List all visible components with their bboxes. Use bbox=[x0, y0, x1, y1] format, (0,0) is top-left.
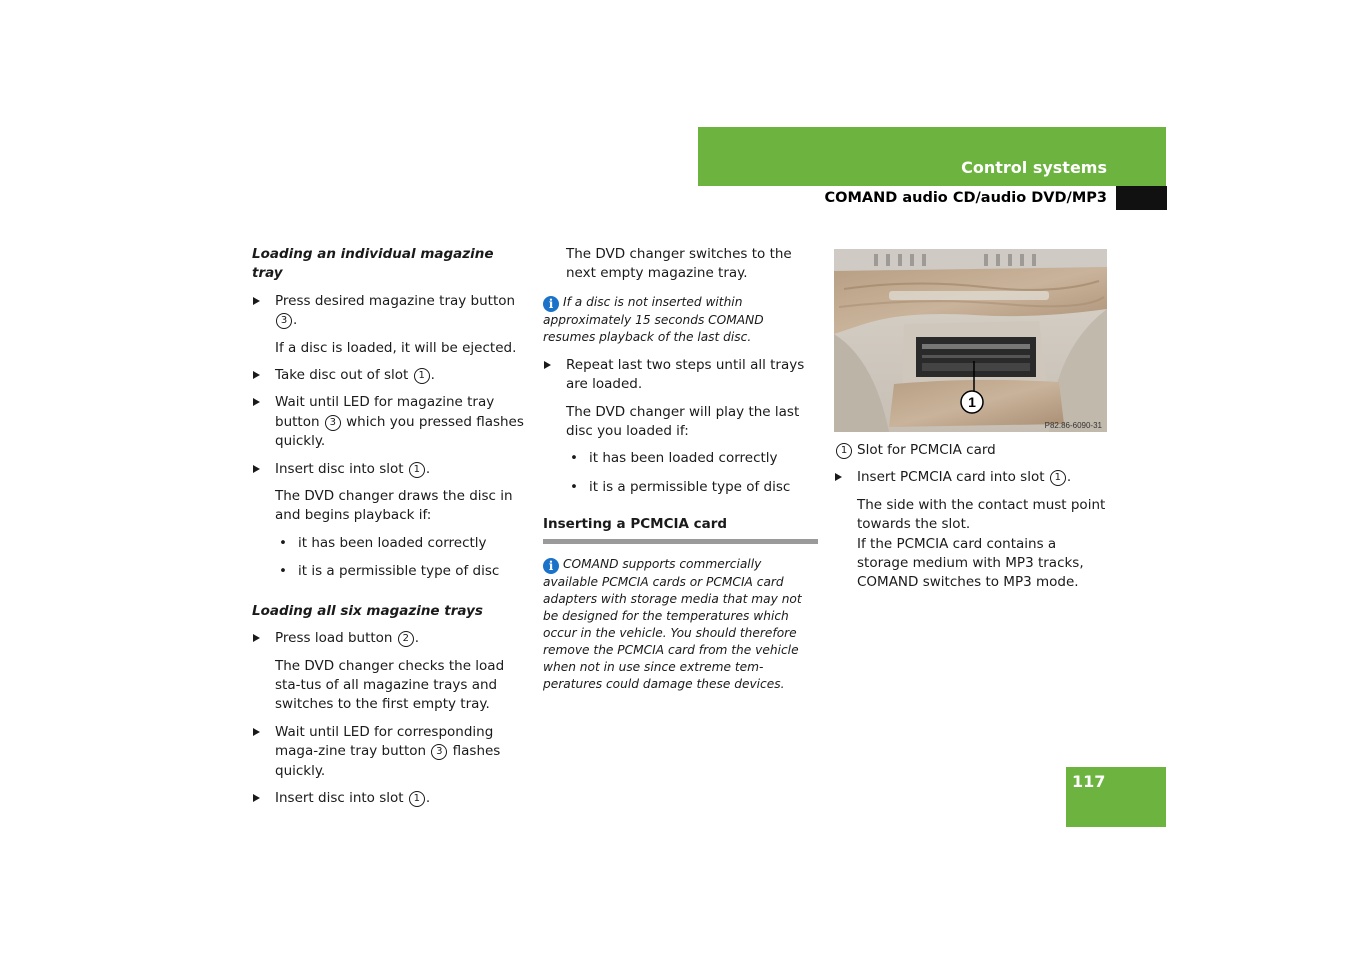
callout-number: 3 bbox=[431, 744, 447, 760]
triangle-bullet-icon bbox=[253, 398, 260, 406]
bullet-dot: • bbox=[279, 563, 287, 580]
info-note: i If a disc is not inserted within approximately 15 seconds COMAND resumes playback of the last disc. bbox=[543, 294, 764, 344]
triangle-bullet-icon bbox=[253, 728, 260, 736]
heading-individual-tray: Loading an individual magazine tray bbox=[252, 246, 494, 282]
photo-code: P82.86-6090-31 bbox=[1044, 421, 1102, 430]
column-right bbox=[834, 441, 1108, 601]
photo-caption: 1 Slot for PCMCIA card bbox=[834, 441, 1108, 460]
list-item: • it is a permissible type of disc bbox=[543, 478, 818, 497]
page-number: 117 bbox=[1072, 772, 1106, 791]
column-left bbox=[252, 245, 528, 816]
list-item: • it has been loaded correctly bbox=[543, 449, 818, 468]
step-wait-led-corresponding: Wait until LED for corresponding maga-zine tray button 3 flashes quickly. bbox=[252, 723, 528, 781]
callout-number: 1 bbox=[409, 791, 425, 807]
step-insert-pcmcia: Insert PCMCIA card into slot 1 . bbox=[834, 468, 1108, 487]
bullet-dot: • bbox=[570, 450, 578, 467]
triangle-bullet-icon bbox=[253, 297, 260, 305]
triangle-bullet-icon bbox=[253, 371, 260, 379]
triangle-bullet-icon bbox=[253, 634, 260, 642]
info-icon: i bbox=[543, 296, 559, 312]
photo-callout-label: 1 bbox=[968, 394, 976, 410]
callout-number: 3 bbox=[276, 313, 292, 329]
paragraph: The DVD changer will play the last disc you loaded if: bbox=[566, 403, 800, 440]
heading-all-six-trays: Loading all six magazine trays bbox=[252, 602, 483, 619]
triangle-bullet-icon bbox=[544, 361, 551, 369]
paragraph: The DVD changer switches to the next empty magazine tray. bbox=[566, 246, 792, 282]
paragraph: The DVD changer checks the load sta-tus of all magazine trays and switches to the first empty tray. bbox=[275, 657, 505, 713]
pcmcia-slot-photo bbox=[834, 249, 1107, 432]
triangle-bullet-icon bbox=[253, 465, 260, 473]
bullet-dot: • bbox=[279, 534, 287, 551]
section-title: Control systems bbox=[961, 158, 1107, 177]
step-press-load: Press load button 2 . bbox=[252, 629, 528, 648]
bullet-dot: • bbox=[570, 478, 578, 495]
paragraph: The DVD changer draws the disc in and begins playback if: bbox=[275, 488, 513, 524]
info-note: i COMAND supports commercially available PCMCIA cards or PCMCIA card adapters with storage media that may not be designed for the temperatures which occur in the vehicle. You should therefore remove the PCMCIA card from the vehicle when not in use since extreme tem-peratures could damage these devices. bbox=[543, 556, 802, 691]
section-subtitle: COMAND audio CD/audio DVD/MP3 bbox=[824, 190, 1107, 206]
info-icon: i bbox=[543, 558, 559, 574]
paragraph: If a disc is loaded, it will be ejected. bbox=[275, 339, 517, 356]
callout-number: 1 bbox=[414, 368, 430, 384]
list-item: • it has been loaded correctly bbox=[252, 534, 528, 553]
header-band bbox=[698, 127, 1166, 186]
triangle-bullet-icon bbox=[835, 473, 842, 481]
paragraph: The side with the contact must point towards the slot. bbox=[857, 496, 1106, 533]
header-tab-marker bbox=[1116, 186, 1167, 210]
callout-number: 1 bbox=[836, 443, 852, 459]
step-wait-led: Wait until LED for magazine tray button 3 which you pressed flashes quickly. bbox=[252, 393, 528, 451]
step-take-disc-out: Take disc out of slot 1 . bbox=[252, 366, 528, 385]
callout-number: 2 bbox=[398, 631, 414, 647]
callout-number: 1 bbox=[1050, 470, 1066, 486]
step-insert-disc-final: Insert disc into slot 1 . bbox=[252, 789, 528, 808]
column-middle bbox=[543, 245, 818, 703]
paragraph: If the PCMCIA card contains a storage medium with MP3 tracks, COMAND switches to MP3 mode. bbox=[857, 535, 1084, 591]
list-item: • it is a permissible type of disc bbox=[252, 562, 528, 581]
section-heading-pcmcia: Inserting a PCMCIA card bbox=[543, 515, 818, 543]
step-repeat: Repeat last two steps until all trays are loaded. bbox=[543, 356, 818, 395]
triangle-bullet-icon bbox=[253, 794, 260, 802]
step-insert-disc: Insert disc into slot 1 . bbox=[252, 460, 528, 479]
callout-number: 3 bbox=[325, 415, 341, 431]
callout-number: 1 bbox=[409, 462, 425, 478]
step-press-tray-button: Press desired magazine tray button 3 . bbox=[252, 292, 528, 331]
